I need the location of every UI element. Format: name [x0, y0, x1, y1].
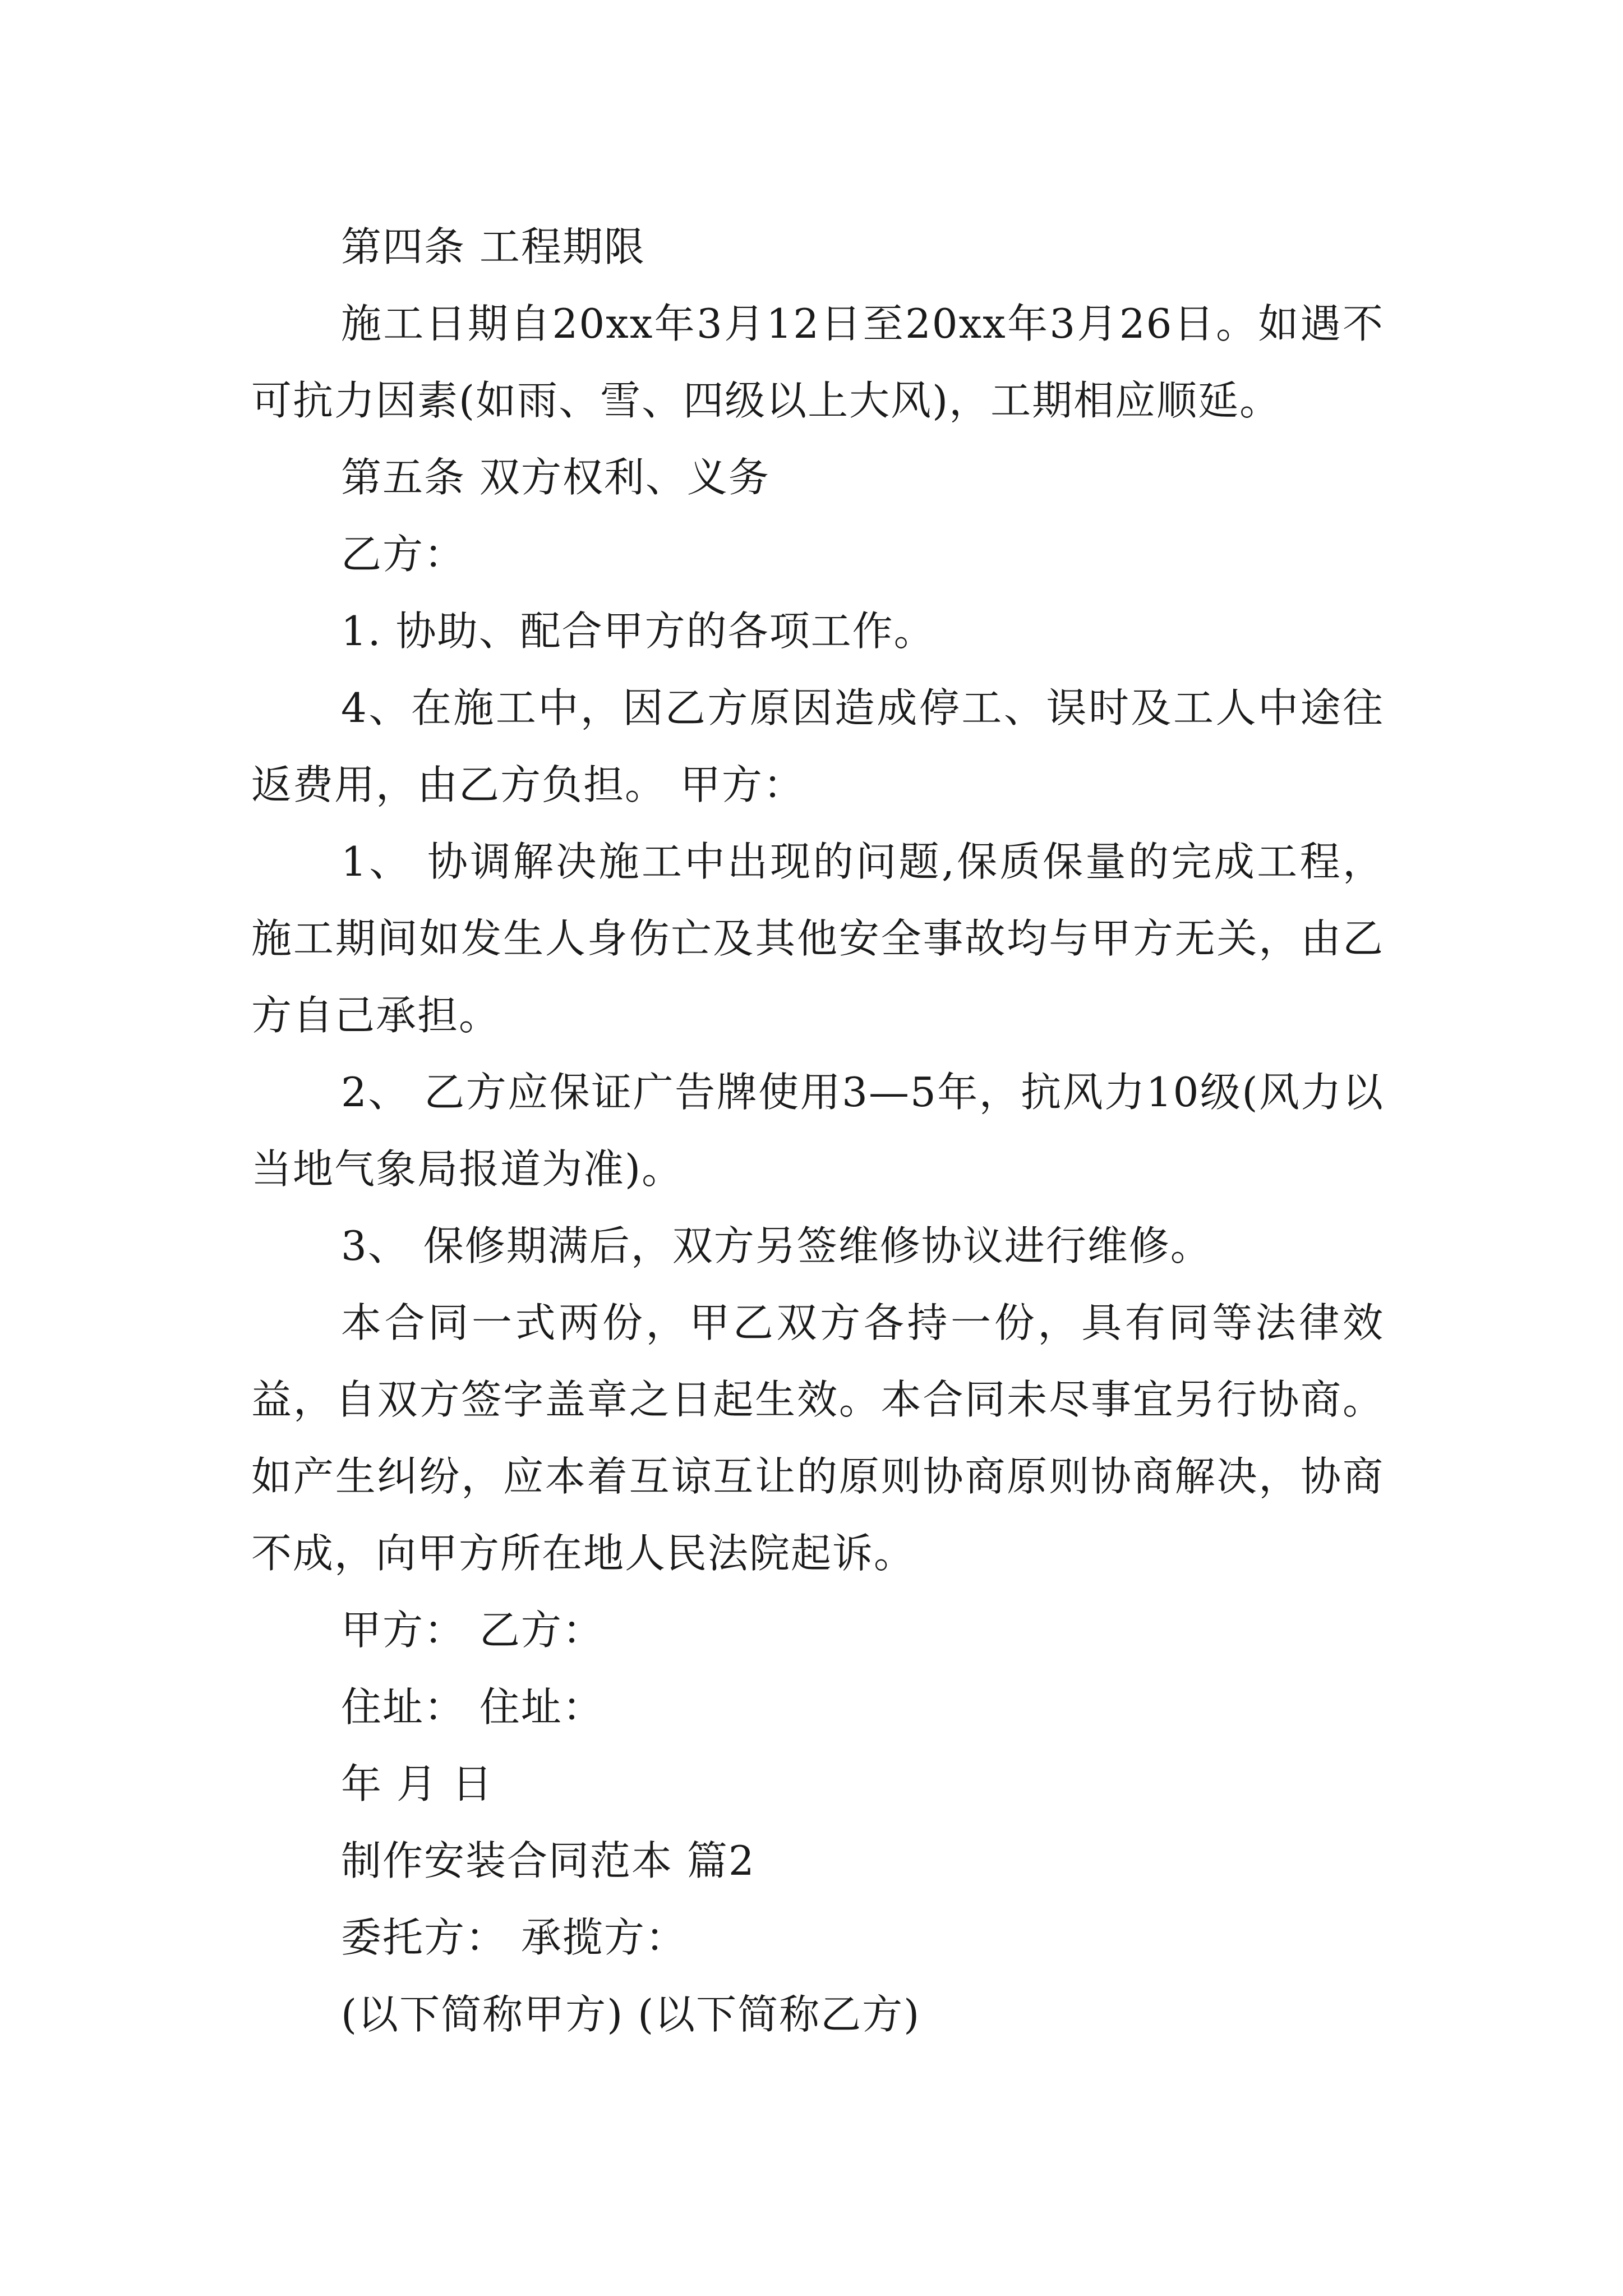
signature-date: 年 月 日 — [341, 1760, 494, 1807]
section-heading-rights: 第五条 双方权利、义务 — [341, 454, 770, 501]
paragraph-schedule: 施工日期自20xx年3月12日至20xx年3月26日。如遇不可抗力因素(如雨、雪、四级以上大风)，工期相应顺延。 — [251, 300, 1384, 424]
party-b-label: 乙方： — [341, 531, 466, 578]
party-b-item-1: 1. 协助、配合甲方的各项工作。 — [341, 608, 935, 655]
parties-line: 委托方： 承揽方： — [341, 1914, 687, 1961]
signature-address: 住址： 住址： — [341, 1683, 604, 1731]
section-title-template-2: 制作安装合同范本 篇2 — [341, 1837, 755, 1884]
signature-parties: 甲方： 乙方： — [341, 1607, 604, 1654]
parties-abbreviation: (以下简称甲方) (以下简称乙方) — [341, 1991, 921, 2038]
party-a-item-3: 3、 保修期满后，双方另签维修协议进行维修。 — [341, 1222, 1212, 1269]
party-a-item-1: 1、 协调解决施工中出现的问题,保质保量的完成工程，施工期间如发生人身伤亡及其他安全事故均与甲方无关，由乙方自己承担。 — [251, 838, 1384, 1039]
party-b-item-4: 4、在施工中，因乙方原因造成停工、误时及工人中途往返费用，由乙方负担。 甲方： — [251, 684, 1384, 808]
section-heading-term: 第四条 工程期限 — [341, 223, 645, 270]
paragraph-contract-terms: 本合同一式两份，甲乙双方各持一份，具有同等法律效益，自双方签字盖章之日起生效。本合同未尽事宜另行协商。如产生纠纷，应本着互谅互让的原则协商原则协商解决，协商不成，向甲方所在地人民法院起诉。 — [251, 1299, 1384, 1577]
party-a-item-2: 2、 乙方应保证广告牌使用3—5年，抗风力10级(风力以当地气象局报道为准)。 — [251, 1069, 1384, 1193]
document-body — [251, 209, 1384, 2053]
